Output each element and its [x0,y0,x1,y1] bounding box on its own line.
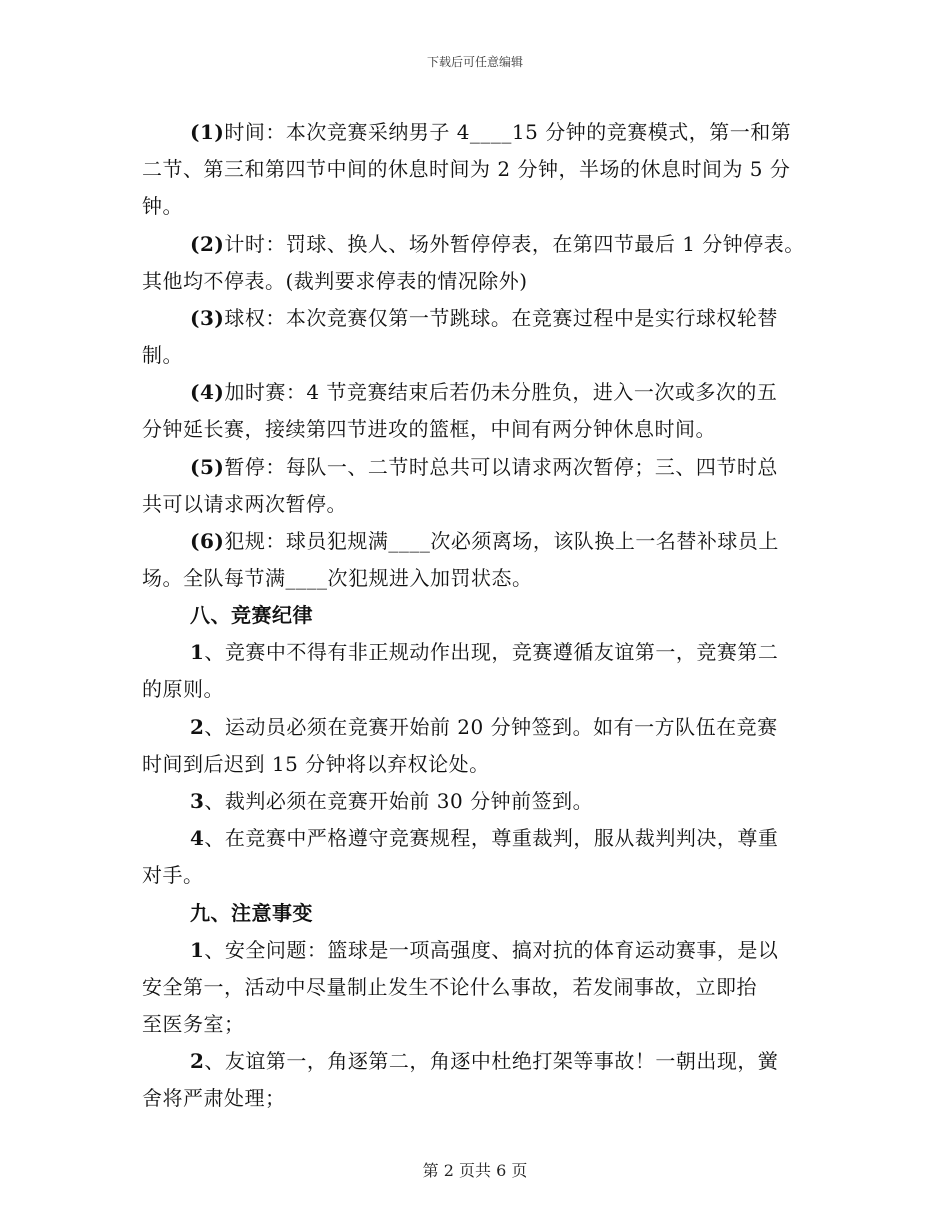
section-8-item-2-line-1 [190,711,778,740]
item-number: 3 [190,789,205,813]
item-number: 2 [190,1049,205,1073]
rule-number: (6) [190,529,225,553]
rule-5-line-1 [190,451,778,480]
rule-text: 时间：本次竞赛采纳男子 4____15 分钟的竞赛模式，第一和第 [224,120,792,144]
page-header: 下载后可任意编辑 [426,55,523,69]
rule-1-line-1 [190,116,791,145]
rule-text: 暂停：每队一、二节时总共可以请求两次暂停；三、四节时总 [224,455,778,479]
section-8-item-3-line-1 [190,785,593,814]
rule-2-line-1 [190,228,805,257]
rule-number: (1) [190,120,225,144]
item-text: 、友谊第一，角逐第二，角逐中杜绝打架等事故！一朝出现，黉 [204,1049,779,1073]
rule-number: (5) [190,455,225,479]
item-number: 1 [190,938,205,962]
item-number: 4 [190,826,205,850]
rule-6-line-2: 场。全队每节满____次犯规进入加罚状态。 [142,566,533,590]
rule-text: 加时赛：4 节竞赛结束后若仍未分胜负，进入一次或多次的五 [224,380,778,404]
section-8-item-1-line-1 [190,636,778,665]
rule-text: 计时：罚球、换人、场外暂停停表，在第四节最后 1 分钟停表。 [224,232,805,256]
section-9-heading: 九、注意事变 [190,901,313,925]
rule-4-line-1 [190,376,777,405]
section-8-item-4-line-2: 对手。 [142,863,204,887]
section-8-heading: 八、竞赛纪律 [190,603,313,627]
item-number: 2 [190,715,205,739]
section-9-item-2-line-2: 舍将严肃处理； [142,1086,286,1110]
section-9-item-1-line-2: 安全第一，活动中尽量制止发生不论什么事故，若发闹事故，立即抬 [142,975,757,999]
rule-number: (3) [190,306,225,330]
section-9-item-2-line-1 [190,1045,778,1074]
item-text: 、在竞赛中严格遵守竞赛规程，尊重裁判，服从裁判判决，尊重 [204,826,779,850]
rule-4-line-2: 分钟延长赛，接续第四节进攻的篮框，中间有两分钟休息时间。 [142,417,716,441]
rule-5-line-2: 共可以请求两次暂停。 [142,492,347,516]
rule-number: (4) [190,380,225,404]
section-9-item-1-line-3: 至医务室； [142,1012,245,1036]
rule-6-line-1 [190,525,779,554]
rule-3-line-1 [190,302,778,331]
page-footer: 第 2 页共 6 页 [422,1161,528,1180]
rule-2-line-2: 其他均不停表。(裁判要求停表的情况除外) [142,269,528,293]
rule-text: 犯规：球员犯规满____次必须离场，该队换上一名替补球员上 [224,529,779,553]
rule-1-line-2: 二节、第三和第四节中间的休息时间为 2 分钟，半场的休息时间为 5 分 [142,157,791,181]
section-8-item-4-line-1 [190,822,778,851]
section-8-item-2-line-2: 时间到后迟到 15 分钟将以弃权论处。 [142,752,490,776]
section-9-item-1-line-1 [190,934,778,963]
rule-1-line-3: 钟。 [142,194,183,218]
item-text: 、竞赛中不得有非正规动作出现，竞赛遵循友谊第一，竞赛第二 [204,640,779,664]
item-number: 1 [190,640,205,664]
item-text: 、运动员必须在竞赛开始前 20 分钟签到。如有一方队伍在竞赛 [204,715,778,739]
item-text: 、安全问题：篮球是一项高强度、搞对抗的体育运动赛事，是以 [204,938,779,962]
section-8-item-1-line-2: 的原则。 [142,677,224,701]
item-text: 、裁判必须在竞赛开始前 30 分钟前签到。 [204,789,594,813]
rule-3-line-2: 制。 [142,343,183,367]
rule-number: (2) [190,232,225,256]
rule-text: 球权：本次竞赛仅第一节跳球。在竞赛过程中是实行球权轮替 [224,306,778,330]
